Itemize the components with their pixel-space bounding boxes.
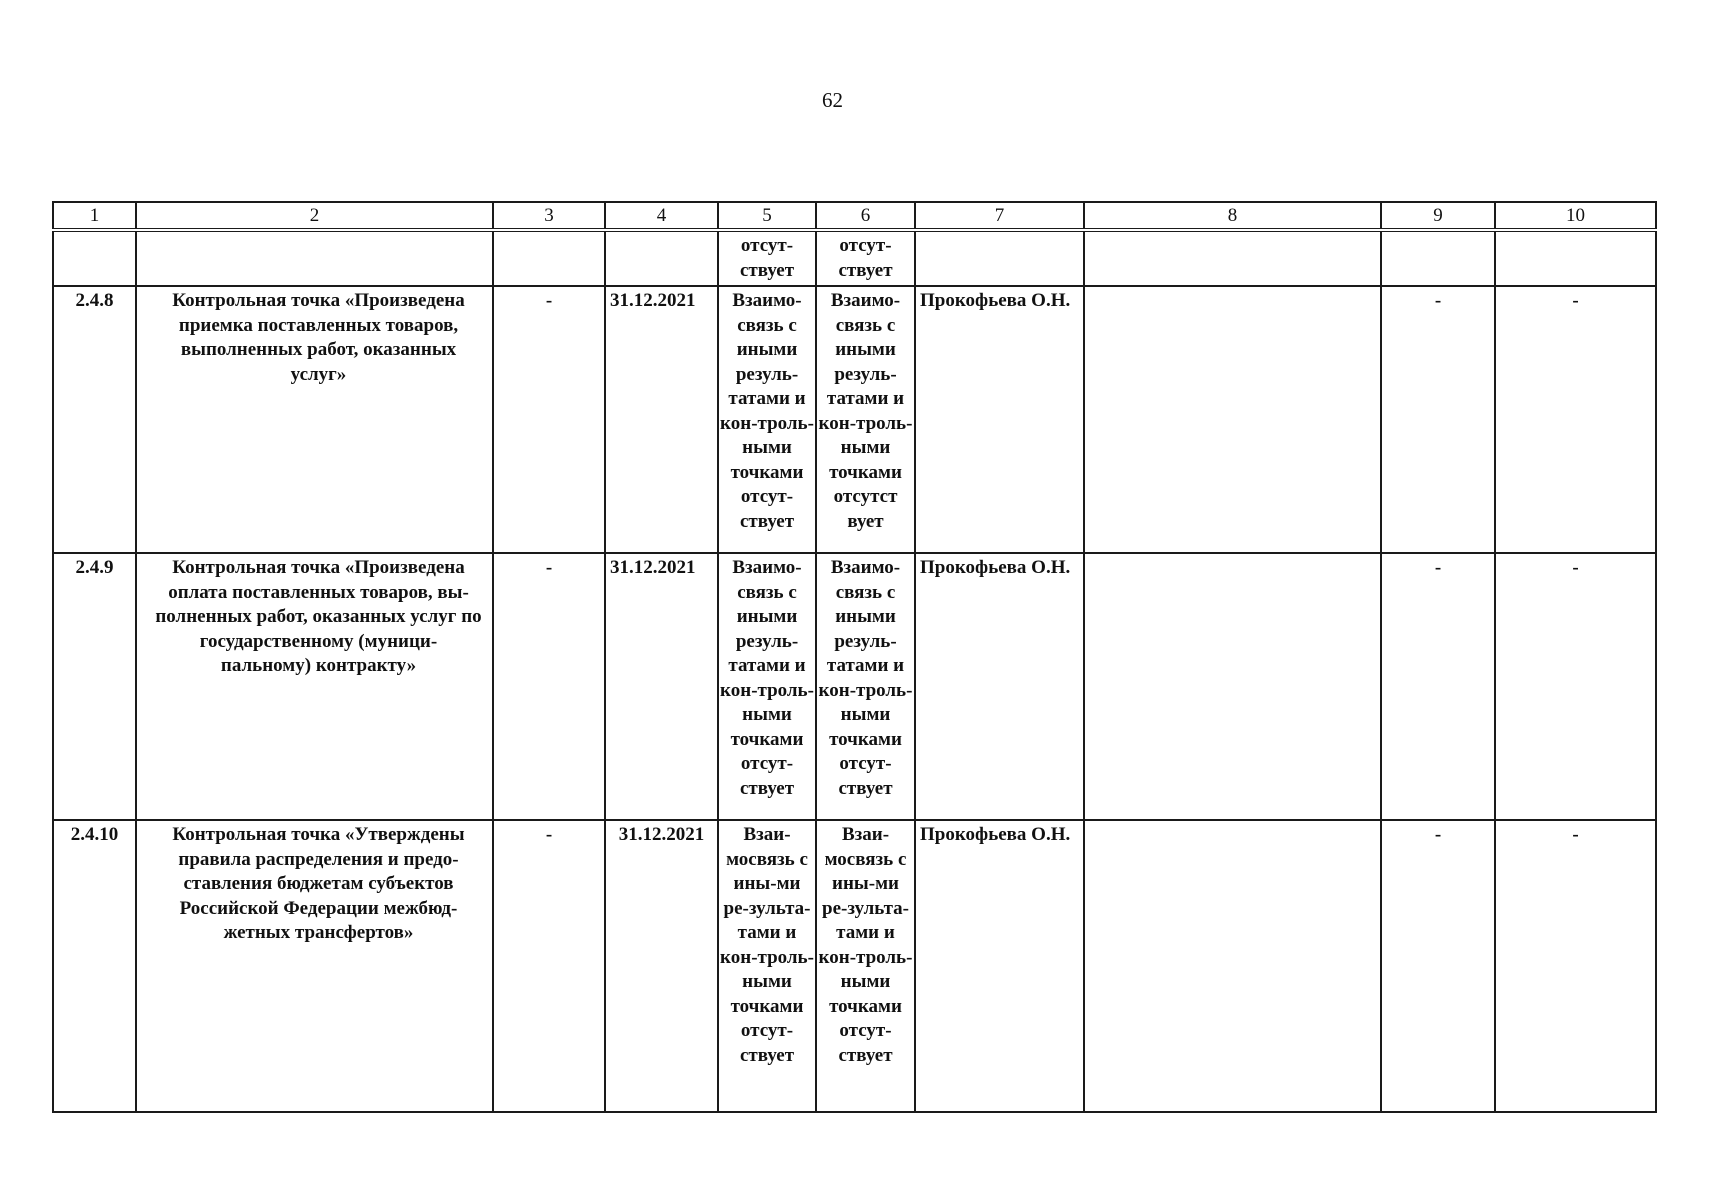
cell-empty [136, 230, 493, 286]
header-col-6: 6 [816, 202, 915, 230]
plan-table [52, 201, 1657, 1113]
cell-checkpoint-name: Контрольная точка «Произведена приемка поставленных товаров, выполненных работ, оказанных услуг» [136, 286, 493, 553]
cell-col10: - [1495, 553, 1656, 820]
header-col-5: 5 [718, 202, 816, 230]
cell-empty [53, 230, 136, 286]
table-row [53, 553, 1656, 820]
cell-relation-points: Взаимо-связь с иными резуль-татами и кон-троль-ными точками отсутст вует [816, 286, 915, 553]
cell-empty [915, 230, 1084, 286]
cell-relation-points: Взаимо-связь с иными резуль-татами и кон-троль-ными точками отсут-ствует [816, 553, 915, 820]
cell-col3: - [493, 553, 605, 820]
page-number: 62 [822, 88, 843, 112]
cell-col3: - [493, 286, 605, 553]
cell-col8 [1084, 286, 1381, 553]
cell-date: 31.12.2021 [605, 286, 718, 553]
cell-row-number: 2.4.9 [53, 553, 136, 820]
cell-col9: - [1381, 820, 1495, 1112]
cell-relation-results: отсут-ствует [718, 230, 816, 286]
cell-empty [1381, 230, 1495, 286]
cell-col10: - [1495, 286, 1656, 553]
cell-empty [605, 230, 718, 286]
cell-col3: - [493, 820, 605, 1112]
continuation-row [53, 230, 1656, 286]
header-col-9: 9 [1381, 202, 1495, 230]
header-col-1: 1 [53, 202, 136, 230]
table-row [53, 286, 1656, 553]
cell-checkpoint-name: Контрольная точка «Произведена оплата поставленных товаров, вы-полненных работ, оказанных услуг по государственному (муници-пальному) контракту» [136, 553, 493, 820]
cell-col8 [1084, 820, 1381, 1112]
cell-row-number: 2.4.10 [53, 820, 136, 1112]
header-col-7: 7 [915, 202, 1084, 230]
cell-col9: - [1381, 553, 1495, 820]
cell-empty [493, 230, 605, 286]
cell-relation-results: Взаи-мосвязь с ины-ми ре-зульта-тами и кон-троль-ными точками отсут-ствует [718, 820, 816, 1112]
cell-date: 31.12.2021 [605, 820, 718, 1112]
cell-empty [1084, 230, 1381, 286]
cell-date: 31.12.2021 [605, 553, 718, 820]
cell-relation-results: Взаимо-связь с иными резуль-татами и кон-троль-ными точками отсут-ствует [718, 553, 816, 820]
cell-col9: - [1381, 286, 1495, 553]
cell-responsible: Прокофьева О.Н. [915, 820, 1084, 1112]
cell-empty [1495, 230, 1656, 286]
header-col-8: 8 [1084, 202, 1381, 230]
header-col-3: 3 [493, 202, 605, 230]
table-row [53, 820, 1656, 1112]
cell-responsible: Прокофьева О.Н. [915, 553, 1084, 820]
header-col-4: 4 [605, 202, 718, 230]
cell-relation-points: отсут-ствует [816, 230, 915, 286]
cell-row-number: 2.4.8 [53, 286, 136, 553]
header-col-2: 2 [136, 202, 493, 230]
cell-checkpoint-name: Контрольная точка «Утверждены правила распределения и предо-ставления бюджетам субъектов Российской Федерации межбюд-жетных трансфертов» [136, 820, 493, 1112]
cell-responsible: Прокофьева О.Н. [915, 286, 1084, 553]
table-header-row [53, 202, 1656, 230]
header-col-10: 10 [1495, 202, 1656, 230]
cell-relation-results: Взаимо-связь с иными резуль-татами и кон-троль-ными точками отсут-ствует [718, 286, 816, 553]
cell-col8 [1084, 553, 1381, 820]
cell-col10: - [1495, 820, 1656, 1112]
cell-relation-points: Взаи-мосвязь с ины-ми ре-зульта-тами и кон-троль-ными точками отсут-ствует [816, 820, 915, 1112]
